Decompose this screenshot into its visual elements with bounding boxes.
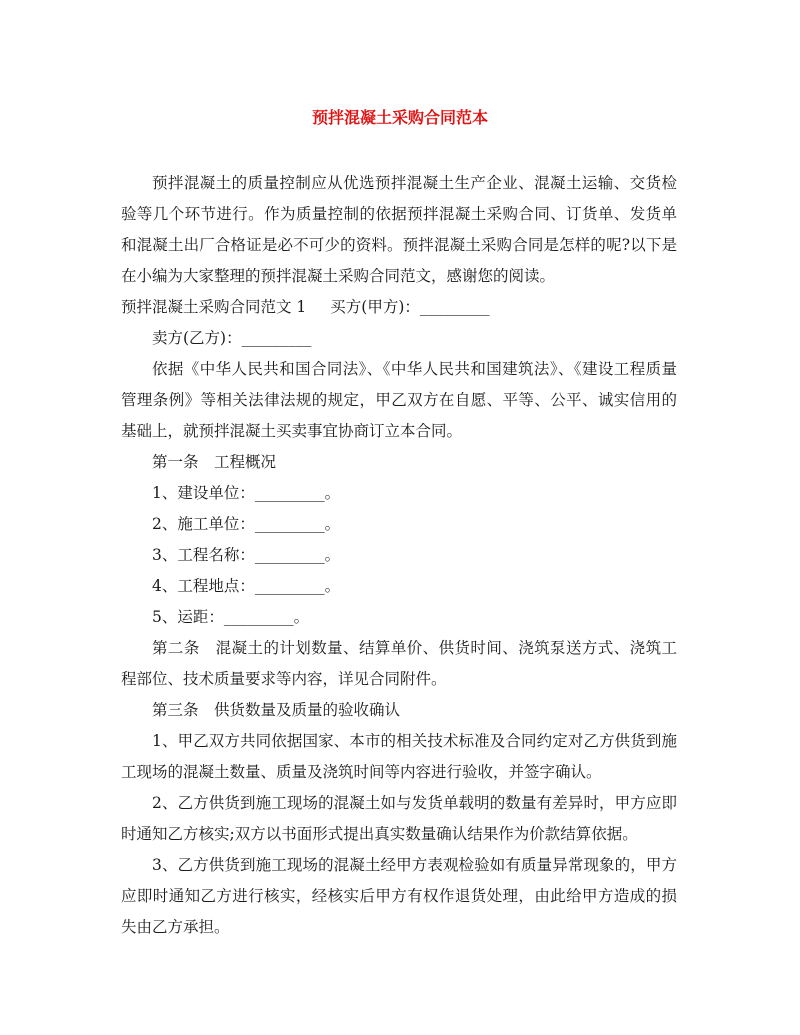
article3-heading: 第三条 供货数量及质量的验收确认 (152, 701, 401, 719)
article2-paragraph: 第二条 混凝土的计划数量、结算单价、供货时间、浇筑泵送方式、浇筑工程部位、技术质量要求等内容，详见合同附件。 (121, 639, 677, 688)
article1-item: 2、施工单位：_________。 (152, 515, 341, 533)
article1-item: 4、工程地点：_________。 (152, 577, 341, 595)
sample-heading-line (121, 292, 677, 323)
sample-heading: 预拌混凝土采购合同范文 1 (121, 298, 307, 316)
basis-paragraph: 依据《中华人民共和国合同法》、《中华人民共和国建筑法》、《建设工程质量管理条例》等相关法律法规的规定，甲乙双方在自愿、平等、公平、诚实信用的基础上，就预拌混凝土买卖事宜协商订立本合同。 (121, 360, 677, 440)
seller-line: 卖方(乙方)：_________ (152, 329, 312, 347)
article1-item: 1、建设单位：_________。 (152, 484, 341, 502)
article3-item: 2、乙方供货到施工现场的混凝土如与发货单载明的数量有差异时，甲方应即时通知乙方核实;双方以书面形式提出真实数量确认结果作为价款结算依据。 (121, 794, 677, 843)
article1-heading: 第一条 工程概况 (152, 453, 277, 471)
article3-item: 1、甲乙双方共同依据国家、本市的相关技术标准及合同约定对乙方供货到施工现场的混凝土数量、质量及浇筑时间等内容进行验收，并签字确认。 (121, 732, 677, 781)
article1-item: 3、工程名称：_________。 (152, 546, 341, 564)
buyer-line: 买方(甲方)：_________ (330, 298, 490, 316)
document-title: 预拌混凝土采购合同范本 (311, 108, 488, 127)
article3-item: 3、乙方供货到施工现场的混凝土经甲方表观检验如有质量异常现象的，甲方应即时通知乙方进行核实，经核实后甲方有权作退货处理，由此给甲方造成的损失由乙方承担。 (121, 856, 677, 936)
intro-paragraph: 预拌混凝土的质量控制应从优选预拌混凝土生产企业、混凝土运输、交货检验等几个环节进行。作为质量控制的依据预拌混凝土采购合同、订货单、发货单和混凝土出厂合格证是必不可少的资料。预拌混凝土采购合同是怎样的呢?以下是在小编为大家整理的预拌混凝土采购合同范文，感谢您的阅读。 (121, 174, 677, 285)
document-body (121, 168, 677, 943)
article1-item: 5、运距：_________。 (152, 608, 310, 626)
